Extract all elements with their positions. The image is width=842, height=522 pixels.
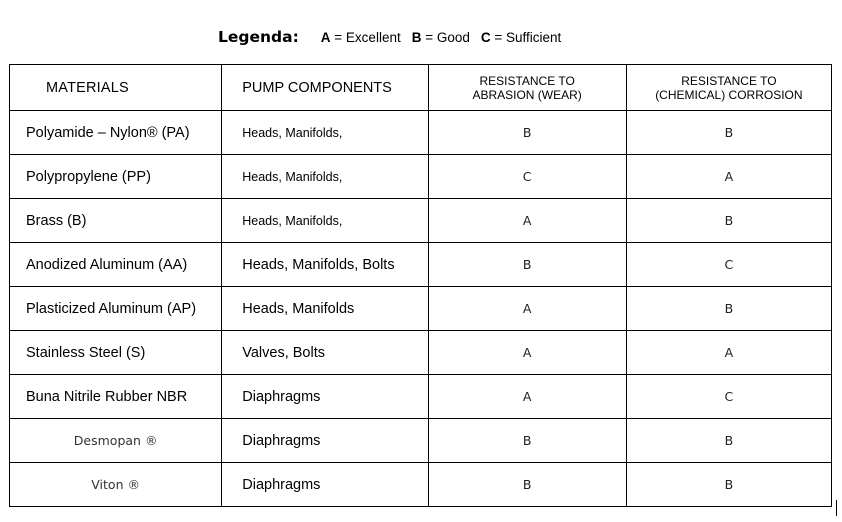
legend-title: Legenda: [218,28,299,46]
corrosion-grade-cell: B [626,111,831,155]
header-corrosion-line2: (CHEMICAL) CORROSION [655,87,803,102]
header-abrasion-line1: RESISTANCE TO [479,73,575,88]
table-row [10,375,832,419]
components-cell: Heads, Manifolds [222,287,428,331]
material-cell: Plasticized Aluminum (AP) [10,287,222,331]
table-row [10,155,832,199]
abrasion-grade-cell: C [428,155,626,199]
material-cell: Stainless Steel (S) [10,331,222,375]
components-cell: Diaphragms [222,463,428,507]
header-corrosion-resistance [626,65,831,111]
text-cursor [836,500,837,516]
legend-item-b [412,30,470,45]
table-row [10,111,832,155]
corrosion-grade-cell: B [626,463,831,507]
abrasion-grade-cell: B [428,111,626,155]
table-row [10,243,832,287]
corrosion-grade-cell: A [626,331,831,375]
table-row [10,419,832,463]
legend-key-c: C [480,30,491,45]
header-materials: MATERIALS [10,65,222,111]
table-row [10,199,832,243]
legend-item-a [321,30,401,45]
table-header-row [10,65,832,111]
header-pump-components: PUMP COMPONENTS [222,65,428,111]
corrosion-grade-cell: B [626,287,831,331]
material-cell: Polyamide – Nylon® (PA) [10,111,222,155]
abrasion-grade-cell: A [428,287,626,331]
materials-table [9,64,832,507]
components-cell: Heads, Manifolds, Bolts [222,243,428,287]
legend-text-b: = Good [421,30,470,45]
corrosion-grade-cell: C [626,243,831,287]
corrosion-grade-cell: B [626,199,831,243]
legend [218,28,572,52]
abrasion-grade-cell: A [428,375,626,419]
legend-key-b: B [411,30,422,45]
header-abrasion-resistance [428,65,626,111]
header-abrasion-line2: ABRASION (WEAR) [472,87,582,102]
material-cell: Viton ® [10,463,222,507]
legend-key-a: A [320,30,331,45]
legend-text-a: = Excellent [330,30,401,45]
corrosion-grade-cell: A [626,155,831,199]
corrosion-grade-cell: C [626,375,831,419]
components-cell: Heads, Manifolds, [222,111,428,155]
components-cell: Diaphragms [222,419,428,463]
components-cell: Diaphragms [222,375,428,419]
abrasion-grade-cell: B [428,419,626,463]
abrasion-grade-cell: B [428,463,626,507]
corrosion-grade-cell: B [626,419,831,463]
abrasion-grade-cell: A [428,199,626,243]
legend-text-c: = Sufficient [490,30,562,45]
material-cell: Desmopan ® [10,419,222,463]
table-row [10,331,832,375]
header-corrosion-line1: RESISTANCE TO [681,73,777,88]
material-cell: Anodized Aluminum (AA) [10,243,222,287]
table-row [10,287,832,331]
material-cell: Buna Nitrile Rubber NBR [10,375,222,419]
legend-item-c [481,30,561,45]
components-cell: Valves, Bolts [222,331,428,375]
table-row [10,463,832,507]
material-cell: Brass (B) [10,199,222,243]
abrasion-grade-cell: B [428,243,626,287]
material-cell: Polypropylene (PP) [10,155,222,199]
components-cell: Heads, Manifolds, [222,199,428,243]
abrasion-grade-cell: A [428,331,626,375]
components-cell: Heads, Manifolds, [222,155,428,199]
